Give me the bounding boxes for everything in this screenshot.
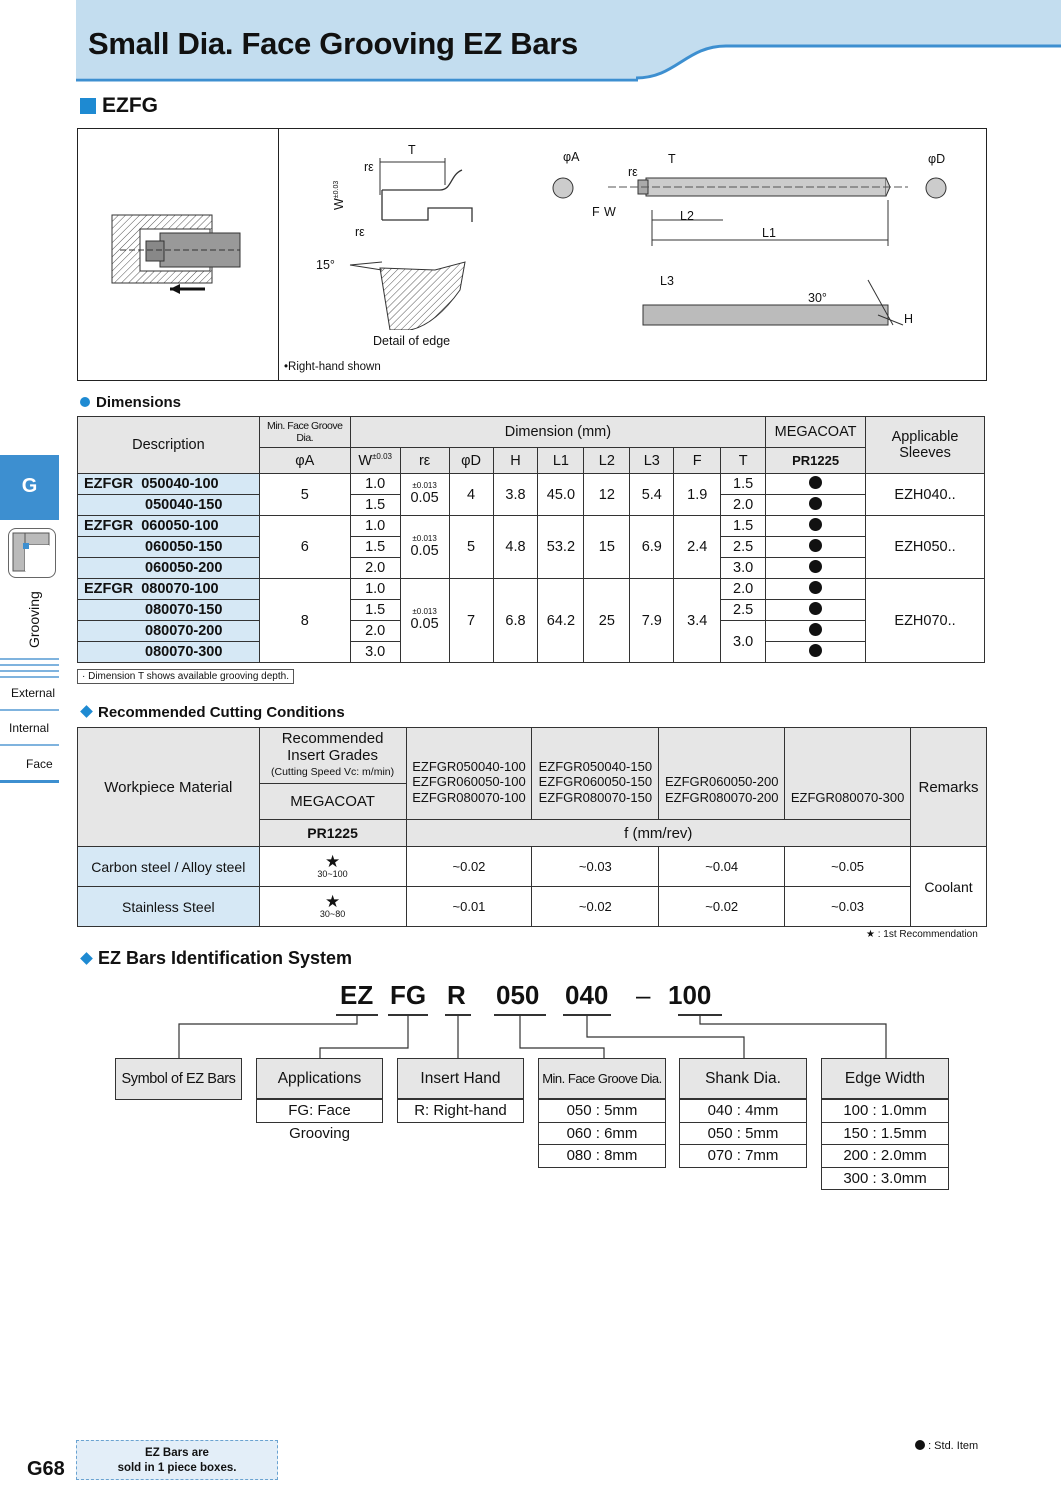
cell-W: 1.5 (350, 537, 400, 558)
cutting-heading: Recommended Cutting Conditions (80, 704, 345, 721)
code-R: R (447, 980, 466, 1010)
tab-g[interactable]: G (0, 455, 59, 520)
box-note: EZ Bars are sold in 1 piece boxes. (76, 1440, 278, 1480)
id-box-row: 200 : 2.0mm (822, 1144, 948, 1167)
cell-W: 1.5 (350, 495, 400, 516)
col-insert-1: EZFGR050040-100 EZFGR060050-100 EZFGR080070-100 (406, 728, 532, 820)
cell-re: ±0.013 0.05 (400, 579, 449, 663)
side-divider (0, 709, 59, 711)
id-box-row: FG: Face Grooving (257, 1099, 382, 1122)
id-box-row: 050 : 5mm (680, 1122, 806, 1145)
bullet-icon (80, 397, 90, 407)
cell-D: 4 (449, 474, 493, 516)
table-row (78, 887, 987, 927)
cell-feed: ~0.03 (532, 847, 659, 887)
cell-L1: 53.2 (538, 516, 584, 579)
label-re-bottom: rε (355, 225, 365, 239)
detail-caption: Detail of edge (373, 334, 451, 348)
std-cell (766, 642, 866, 663)
col-megacoat: MEGACOAT (259, 784, 406, 820)
page-number: G68 (27, 1458, 65, 1480)
desc-cell: EZFGR 050040-100 (78, 474, 260, 495)
col-insert-4: EZFGR080070-300 (785, 728, 911, 820)
std-item-dot-icon (809, 497, 822, 510)
table-row (78, 847, 987, 887)
cell-feed: ~0.05 (785, 847, 911, 887)
cell-feed: ~0.04 (659, 847, 785, 887)
desc-cell: 050040-150 (78, 495, 260, 516)
tab-external[interactable]: External (11, 686, 56, 700)
std-item-dot-icon (809, 560, 822, 573)
cell-feed: ~0.02 (659, 887, 785, 927)
std-cell (766, 621, 866, 642)
cell-L1: 64.2 (538, 579, 584, 663)
std-cell (766, 600, 866, 621)
std-item-legend: : Std. Item (915, 1440, 978, 1452)
col-min-face: Min. Face Groove Dia. (259, 417, 350, 448)
id-box-applications (256, 1058, 383, 1142)
cell-feed: ~0.02 (406, 847, 532, 887)
code-100: 100 (668, 980, 712, 1010)
col-workpiece: Workpiece Material (78, 728, 260, 847)
cell-W: 2.0 (350, 558, 400, 579)
col-remarks: Remarks (911, 728, 987, 847)
col-H: H (493, 448, 538, 474)
id-box-head: Edge Width (822, 1059, 948, 1099)
col-pr1225: PR1225 (766, 448, 866, 474)
cell-L3: 5.4 (630, 474, 674, 516)
col-L3: L3 (630, 448, 674, 474)
id-box-symbol (115, 1058, 242, 1100)
section-title: EZFG (102, 94, 158, 117)
id-connectors (0, 1010, 1061, 1060)
col-F: F (674, 448, 721, 474)
table-row (78, 516, 985, 537)
col-L2: L2 (584, 448, 630, 474)
label-T: T (408, 143, 416, 157)
cell-F: 3.4 (674, 579, 721, 663)
operation-diagram (100, 205, 250, 300)
cell-sleeve: EZH070.. (866, 579, 985, 663)
cell-D: 7 (449, 579, 493, 663)
right-hand-note: •Right-hand shown (284, 361, 381, 373)
tab-internal[interactable]: Internal (9, 721, 50, 735)
cell-T: 3.0 (721, 621, 766, 663)
cell-W: 1.0 (350, 579, 400, 600)
cell-F: 1.9 (674, 474, 721, 516)
cell-W: 1.0 (350, 474, 400, 495)
id-box-shank (679, 1058, 807, 1168)
col-L1: L1 (538, 448, 584, 474)
id-box-row: 150 : 1.5mm (822, 1122, 948, 1145)
label-W-bar: W (604, 205, 616, 219)
cell-L2: 25 (584, 579, 630, 663)
cell-L2: 12 (584, 474, 630, 516)
id-box-row: 100 : 1.0mm (822, 1099, 948, 1122)
cell-L1: 45.0 (538, 474, 584, 516)
std-cell (766, 537, 866, 558)
side-divider (0, 664, 59, 666)
cell-material: Stainless Steel (78, 887, 260, 927)
label-re-top: rε (364, 160, 374, 174)
grooving-label: Grooving (26, 591, 42, 648)
cell-T: 2.5 (721, 600, 766, 621)
col-W: $W^{\pm 0.03}$ (350, 448, 400, 474)
side-divider (0, 658, 59, 660)
cell-W: 1.0 (350, 516, 400, 537)
cell-T: 2.5 (721, 537, 766, 558)
cell-re: ±0.013 0.05 (400, 474, 449, 516)
dimensions-heading: Dimensions (80, 394, 181, 411)
std-item-dot-icon (915, 1440, 925, 1450)
cell-H: 6.8 (493, 579, 538, 663)
col-megacoat: MEGACOAT (766, 417, 866, 448)
cell-D: 5 (449, 516, 493, 579)
std-item-dot-icon (809, 623, 822, 636)
col-re: rε (400, 448, 449, 474)
id-box-row: 300 : 3.0mm (822, 1167, 948, 1190)
star-note: ★ : 1st Recommendation (866, 929, 978, 940)
cell-A: 6 (259, 516, 350, 579)
cell-H: 4.8 (493, 516, 538, 579)
cell-L3: 6.9 (630, 516, 674, 579)
cell-T: 1.5 (721, 474, 766, 495)
cell-H: 3.8 (493, 474, 538, 516)
label-re-bar: rε (628, 165, 638, 179)
cell-feed: ~0.02 (532, 887, 659, 927)
std-item-dot-icon (809, 644, 822, 657)
cell-F: 2.4 (674, 516, 721, 579)
std-cell (766, 558, 866, 579)
code-EZ: EZ (340, 980, 374, 1010)
page-title: Small Dia. Face Grooving EZ Bars (88, 26, 579, 61)
label-H: H (904, 312, 914, 326)
tab-face[interactable]: Face (26, 757, 53, 771)
dimension-note: · Dimension T shows available grooving depth. (77, 669, 294, 684)
col-description: Description (78, 417, 260, 474)
desc-cell: 080070-150 (78, 600, 260, 621)
label-phiA: φA (563, 150, 580, 164)
std-cell (766, 474, 866, 495)
cell-coolant: Coolant (911, 847, 987, 927)
desc-cell: 080070-300 (78, 642, 260, 663)
col-sleeves: Applicable Sleeves (866, 417, 985, 474)
cell-sleeve: EZH050.. (866, 516, 985, 579)
desc-cell: 080070-200 (78, 621, 260, 642)
cell-W: 2.0 (350, 621, 400, 642)
label-15deg: 15° (316, 258, 335, 272)
id-box-row: 040 : 4mm (680, 1099, 806, 1122)
std-item-dot-icon (809, 602, 822, 615)
code-050: 050 (496, 980, 540, 1010)
std-cell (766, 516, 866, 537)
id-heading: EZ Bars Identification System (80, 948, 352, 969)
id-box-row: 060 : 6mm (539, 1122, 665, 1145)
cutting-table (77, 727, 987, 927)
label-F: F (592, 205, 600, 219)
id-box-min-face (538, 1058, 666, 1168)
cell-T: 1.5 (721, 516, 766, 537)
id-box-row: R: Right-hand (398, 1099, 523, 1122)
col-feed: f (mm/rev) (406, 820, 911, 847)
cell-L2: 15 (584, 516, 630, 579)
label-L2: L2 (680, 209, 694, 223)
col-insert-3: EZFGR060050-200 EZFGR080070-200 (659, 728, 785, 820)
id-box-head: Insert Hand (398, 1059, 523, 1099)
diamond-icon (80, 705, 93, 718)
side-divider (0, 676, 59, 678)
star-icon: ★ (324, 892, 341, 911)
code-dash: – (636, 980, 651, 1010)
col-phiD: φD (449, 448, 493, 474)
desc-cell: EZFGR 060050-100 (78, 516, 260, 537)
cell-A: 5 (259, 474, 350, 516)
edge-detail-drawing (340, 150, 490, 330)
label-T-bar: T (668, 152, 676, 166)
label-L1: L1 (762, 226, 776, 240)
std-item-dot-icon (809, 539, 822, 552)
col-pr1225: PR1225 (259, 820, 406, 847)
grooving-icon (8, 528, 56, 578)
side-divider (0, 670, 59, 672)
col-dimension: Dimension (mm) (350, 417, 765, 448)
table-row (78, 579, 985, 600)
cell-material: Carbon steel / Alloy steel (78, 847, 260, 887)
id-box-edge-width (821, 1058, 949, 1190)
id-box-row: 070 : 7mm (680, 1144, 806, 1167)
label-phiD: φD (928, 152, 946, 166)
label-L3: L3 (660, 274, 674, 288)
id-box-head: Applications (257, 1059, 382, 1099)
cell-W: 3.0 (350, 642, 400, 663)
id-box-row: 050 : 5mm (539, 1099, 665, 1122)
col-rec-grades: Recommended Insert Grades (Cutting Speed Vc: m/min) (259, 728, 406, 784)
id-box-head: Symbol of EZ Bars (116, 1059, 241, 1099)
std-cell (766, 495, 866, 516)
desc-cell: EZFGR 080070-100 (78, 579, 260, 600)
desc-cell: 060050-200 (78, 558, 260, 579)
star-icon: ★ (324, 852, 341, 871)
col-T: T (721, 448, 766, 474)
col-insert-2: EZFGR050040-150 EZFGR060050-150 EZFGR080070-150 (532, 728, 659, 820)
cell-feed: ~0.03 (785, 887, 911, 927)
code-040: 040 (565, 980, 609, 1010)
label-W: $W^{\pm 0.03}$ (332, 180, 346, 210)
diagram-divider (278, 128, 279, 381)
cell-grade: ★ 30~100 (259, 847, 406, 887)
std-item-dot-icon (809, 581, 822, 594)
cell-grade: ★ 30~80 (259, 887, 406, 927)
cell-re: ±0.013 0.05 (400, 516, 449, 579)
cell-T: 3.0 (721, 558, 766, 579)
cell-A: 8 (259, 579, 350, 663)
std-item-dot-icon (809, 518, 822, 531)
side-divider (0, 744, 59, 746)
side-active-bar (0, 780, 59, 783)
cell-W: 1.5 (350, 600, 400, 621)
cell-T: 2.0 (721, 495, 766, 516)
diamond-icon (80, 952, 93, 965)
std-item-dot-icon (809, 476, 822, 489)
cell-T: 2.0 (721, 579, 766, 600)
cell-L3: 7.9 (630, 579, 674, 663)
std-cell (766, 579, 866, 600)
table-row (78, 474, 985, 495)
col-phiA: φA (259, 448, 350, 474)
cell-sleeve: EZH040.. (866, 474, 985, 516)
code-FG: FG (390, 980, 427, 1010)
cell-feed: ~0.01 (406, 887, 532, 927)
id-box-row: 080 : 8mm (539, 1144, 665, 1167)
id-box-head: Shank Dia. (680, 1059, 806, 1099)
desc-cell: 060050-150 (78, 537, 260, 558)
id-box-head: Min. Face Groove Dia. (539, 1059, 665, 1099)
label-30deg: 30° (808, 291, 827, 305)
id-box-hand (397, 1058, 524, 1123)
section-square-icon (80, 98, 96, 114)
bar-drawing (548, 150, 958, 330)
dimensions-table (77, 416, 985, 663)
